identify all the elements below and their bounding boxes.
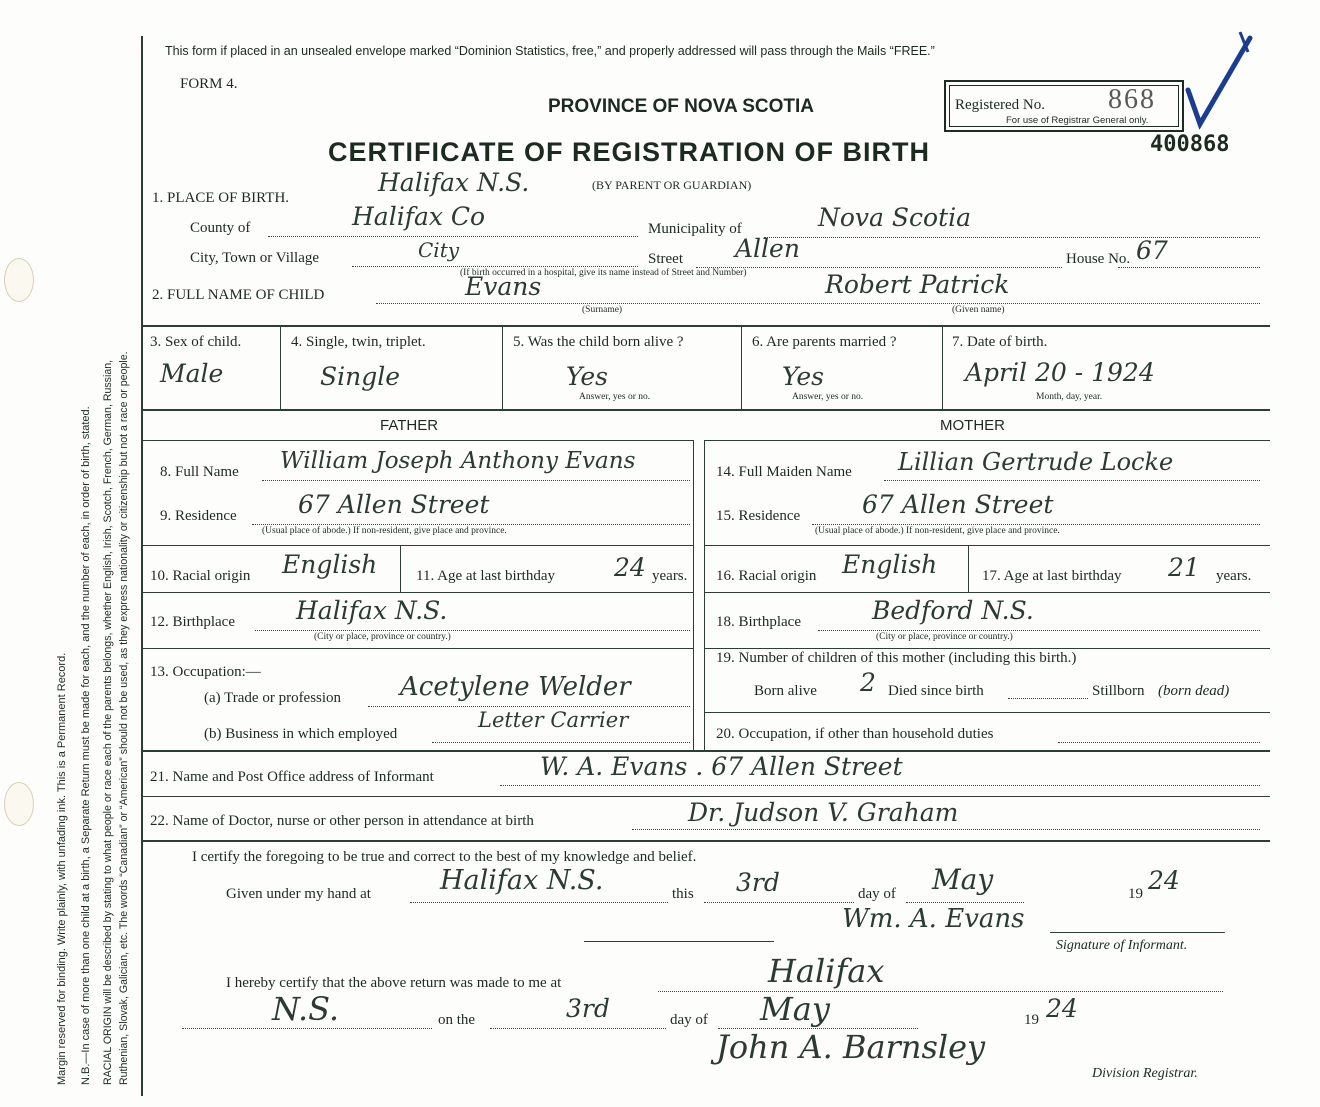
father-name-line [262,480,690,481]
father-name-label: 8. Full Name [160,464,239,480]
father-name-value: William Joseph Anthony Evans [280,448,636,474]
informant-label: 21. Name and Post Office address of Informant [150,769,434,785]
stillborn-note: (born dead) [1158,683,1230,699]
mother-left-border [704,440,705,750]
mother-race-label: 16. Racial origin [716,568,817,584]
mother-residence-value: 67 Allen Street [862,490,1054,519]
registrar-year-value: 24 [1046,994,1078,1023]
cert-day-value: 3rd [736,868,780,897]
died-line [1008,698,1088,699]
surname-caption: (Surname) [582,305,623,315]
registrar-day-line [490,1028,666,1029]
alive-value: Yes [566,362,608,391]
alive-caption: Answer, yes or no. [579,392,651,402]
mother-occupation-label: 20. Occupation, if other than household duties [716,726,994,742]
municipality-line [764,237,1260,238]
registrar-day-of-label: day of [670,1012,708,1028]
mother-birthplace-line [818,630,1260,631]
row-top-line [143,325,1270,327]
given-place-value: Halifax N.S. [440,865,604,896]
registrar-place-line-2 [182,1028,432,1029]
father-row-line-3 [143,648,693,649]
father-trade-label: (a) Trade or profession [204,690,342,706]
left-border [141,36,143,1096]
form-number: FORM 4. [180,76,238,92]
mother-row-line-4 [704,712,1270,713]
stillborn-label: Stillborn [1092,683,1145,699]
attendant-bottom-line [143,840,1270,842]
mother-occupation-line [1058,742,1260,743]
attendant-label: 22. Name of Doctor, nurse or other person in attendance at birth [150,813,534,829]
margin-note-4: Ruthenian, Slovak, Galician, etc. The words “Canadian” or “American” should not be used, as they express nationality or citizenship but not a race or people. [118,351,130,1085]
dob-label: 7. Date of birth. [952,334,1048,350]
father-business-label: (b) Business in which employed [204,726,398,742]
father-heading: FATHER [380,417,439,434]
attendant-line [632,829,1260,830]
county-value: Halifax Co [352,202,486,231]
father-residence-line [252,524,690,525]
informant-line [500,785,1260,786]
registrar-note: For use of Registrar General only. [1006,115,1149,126]
municipality-label: Municipality of [648,221,742,237]
mother-birthplace-caption: (City or place, province or country.) [876,632,1013,642]
father-row-line-2 [143,592,693,593]
mother-race-value: English [842,550,938,579]
page-title: CERTIFICATE OF REGISTRATION OF BIRTH [328,137,930,167]
margin-note-3: RACIAL ORIGIN will be described by stating to what people or race each of the parents belongs, whether English, Irish, Scotch, French, German, Russian, [102,359,114,1085]
mother-residence-line [812,524,1260,525]
margin-note-2: N.B.—In case of more than one child at a birth, a Separate Return must be made for each, and the number of each, in order of birth, stated. [80,406,92,1085]
father-race-label: 10. Racial origin [150,568,251,584]
mother-row-line-3 [704,648,1270,649]
registrar-on-the-label: on the [438,1012,476,1028]
house-value: 67 [1136,236,1168,265]
place-of-birth-value: Halifax N.S. [378,168,530,197]
father-age-label: 11. Age at last birthday [416,568,555,584]
dob-value: April 20 - 1924 [965,358,1155,387]
father-birthplace-label: 12. Birthplace [150,614,235,630]
father-race-value: English [282,550,378,579]
punch-hole-bottom [4,782,34,826]
father-heading-line [143,440,693,441]
father-occupation-label: 13. Occupation:— [150,664,261,680]
divider-2 [502,326,503,409]
mother-age-value: 21 [1168,553,1200,582]
margin-note-1: Margin reserved for binding. Write plainly, with unfading ink. This is a Permanent Record. [56,652,68,1085]
alive-label: 5. Was the child born alive ? [513,334,684,350]
registrar-day-value: 3rd [566,994,610,1023]
punch-hole-top [4,258,34,302]
cert-month-value: May [932,863,994,896]
given-place-line [410,902,668,903]
registrar-signature: John A. Barnsley [716,1028,986,1066]
street-line [696,267,1062,268]
child-surname: Evans [465,272,542,301]
street-value: Allen [735,234,800,263]
stamp-number: 400868 [1150,132,1230,157]
divider-3 [741,326,742,409]
father-business-value: Letter Carrier [478,708,629,732]
mailing-note: This form if placed in an unsealed envelope marked “Dominion Statistics, free,” and properly addressed will pass through the Mails “FREE.” [165,44,935,58]
mother-heading: MOTHER [940,417,1005,434]
attendant-value: Dr. Judson V. Graham [688,798,959,827]
died-label: Died since birth [888,683,984,699]
place-of-birth-label: 1. PLACE OF BIRTH. [152,190,290,206]
mother-name-line [884,480,1260,481]
father-residence-label: 9. Residence [160,508,237,524]
cert-month-line [906,902,1024,903]
father-trade-line [368,706,690,707]
informant-signature: Wm. A. Evans [842,904,1025,934]
mother-name-value: Lillian Gertrude Locke [898,448,1174,476]
registrar-year-prefix: 19 [1024,1012,1039,1028]
mother-age-unit: years. [1216,568,1252,584]
informant-signature-caption: Signature of Informant. [1056,938,1188,953]
father-birthplace-value: Halifax N.S. [296,596,448,625]
multiple-value: Single [320,362,401,391]
hospital-note: (If birth occurred in a hospital, give its name instead of Street and Number) [460,268,747,278]
mother-residence-label: 15. Residence [716,508,801,524]
child-given-name: Robert Patrick [825,270,1010,299]
father-age-value: 24 [614,553,646,582]
father-birthplace-line [255,630,690,631]
multiple-label: 4. Single, twin, triplet. [291,334,426,350]
cert-year-value: 24 [1148,866,1180,895]
mother-residence-caption: (Usual place of abode.) If non-resident, give place and province. [815,526,1060,536]
informant-signature-line [1050,932,1225,933]
registrar-place-value: Halifax [768,952,885,990]
section-separator [584,941,774,942]
province-title: PROVINCE OF NOVA SCOTIA [548,96,815,117]
registered-value: 868 [1108,84,1156,115]
cert-day-line [704,902,854,903]
house-line [1118,267,1260,268]
father-business-line [432,742,690,743]
cert-day-of-label: day of [858,886,896,902]
divider-1 [280,326,281,409]
sex-label: 3. Sex of child. [150,334,242,350]
married-caption: Answer, yes or no. [792,392,864,402]
father-residence-value: 67 Allen Street [298,490,490,519]
given-caption: (Given name) [952,305,1005,315]
father-age-unit: years. [652,568,688,584]
check-mark-icon [1170,30,1260,130]
father-row-line-1 [143,545,693,546]
sex-value: Male [160,359,224,388]
city-line [352,266,638,267]
mother-row-line-2 [704,592,1270,593]
informant-bottom-line [143,796,1270,797]
this-label: this [672,886,694,902]
cert-year-prefix: 19 [1128,886,1143,902]
mother-heading-line [704,440,1270,441]
informant-value: W. A. Evans . 67 Allen Street [540,752,903,781]
born-alive-label: Born alive [754,683,817,699]
married-value: Yes [782,362,824,391]
born-alive-value: 2 [860,668,876,697]
registered-label: Registered No. [955,97,1045,113]
father-birthplace-caption: (City or place, province or country.) [314,632,451,642]
mother-birthplace-value: Bedford N.S. [872,596,1034,625]
county-label: County of [190,220,251,236]
registrar-statement: I hereby certify that the above return was made to me at [226,975,562,991]
registrar-month-value: May [760,990,830,1028]
father-right-border [693,440,694,750]
mother-row-line-1 [704,545,1270,546]
certify-statement: I certify the foregoing to be true and correct to the best of my knowledge and belief. [192,849,697,865]
given-label: Given under my hand at [226,886,371,902]
registrar-caption: Division Registrar. [1092,1066,1198,1081]
house-label: House No. [1066,251,1131,267]
dob-caption: Month, day, year. [1036,392,1103,402]
subtitle: (BY PARENT OR GUARDIAN) [592,178,752,192]
county-line [268,236,638,237]
married-label: 6. Are parents married ? [752,334,897,350]
city-value: City [418,238,460,262]
mother-birthplace-label: 18. Birthplace [716,614,801,630]
row-bottom-line [143,409,1270,411]
child-name-label: 2. FULL NAME OF CHILD [152,287,325,303]
father-race-divider [400,546,401,592]
father-residence-caption: (Usual place of abode.) If non-resident, give place and province. [262,526,507,536]
child-name-line [376,303,1260,304]
father-trade-value: Acetylene Welder [400,672,631,702]
mother-race-divider [968,546,969,592]
registrar-place-line [658,991,1223,992]
mother-name-label: 14. Full Maiden Name [716,464,852,480]
municipality-value: Nova Scotia [818,203,972,232]
street-label: Street [648,251,683,267]
divider-4 [942,326,943,409]
mother-age-label: 17. Age at last birthday [982,568,1122,584]
city-label: City, Town or Village [190,250,320,266]
mother-children-label: 19. Number of children of this mother (including this birth.) [716,650,1077,666]
registrar-place-value-2: N.S. [272,990,340,1028]
